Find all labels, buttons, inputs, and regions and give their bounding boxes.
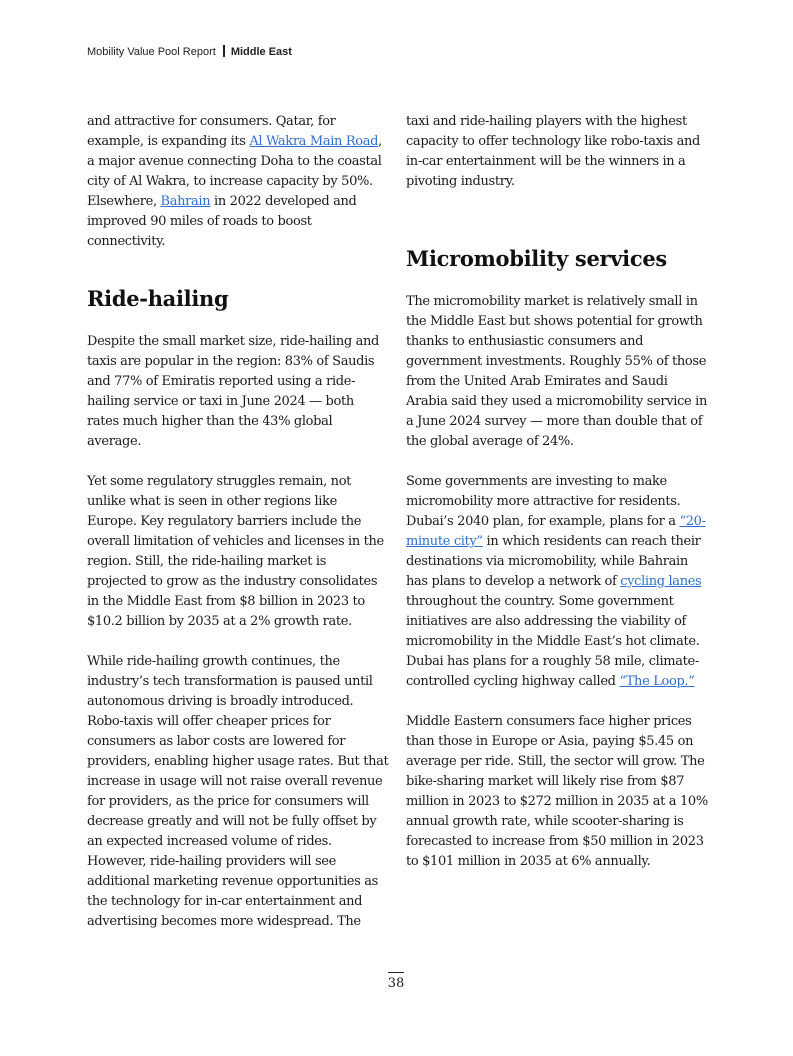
report-title: Mobility Value Pool Report [87, 46, 216, 58]
right-paragraph-1: The micromobility market is relatively small in the Middle East but shows potential for growth thanks to enthusiastic consumers and government investments. Roughly 55% of those from the United Arab Emirates and Saudi Arabia said they used a micromobility service in a June 2024 survey — more than double that of the global average of 24%. [406, 294, 707, 449]
bahrain-link[interactable]: Bahrain [160, 194, 211, 209]
right-paragraph-2 [406, 472, 708, 692]
left-paragraph-3: While ride-hailing growth continues, the industry’s tech transformation is paused until autonomous driving is broadly introduced. Robo-taxis will offer cheaper prices for consumers as labor costs are lowered for providers, enabling higher usage rates. But that increase in usage will not raise overall revenue for providers, as the price for consumers will decrease greatly and will not be fully offset by an expected increased volume of rides. However, ride-hailing providers will see additional marketing revenue opportunities as the technology for in-car entertainment and advertising becomes more widespread. The [87, 654, 389, 929]
left-paragraph-0 [87, 112, 389, 252]
micromobility-heading: Micromobility services [406, 246, 667, 271]
page-number-rule [388, 972, 404, 973]
left-paragraph-1: Despite the small market size, ride-hailing and taxis are popular in the region: 83% of Saudis and 77% of Emiratis reported using a ride-hailing service or taxi in June 2024 — both rates much higher than the 43% global average. [87, 334, 379, 449]
report-region: Middle East [230, 46, 292, 58]
twenty-minute-city-link[interactable]: “20-minute city” [406, 514, 706, 549]
al-wakra-main-road-link[interactable]: Al Wakra Main Road [249, 134, 379, 149]
right-paragraph-3: Middle Eastern consumers face higher prices than those in Europe or Asia, paying $5.45 on average per ride. Still, the sector will grow. The bike-sharing market will likely rise from $87 million in 2023 to $272 million in 2035 at a 10% annual growth rate, while scooter-sharing is forecasted to increase from $50 million in 2023 to $101 million in 2035 at 6% annually. [406, 714, 708, 869]
text-run: in which residents can reach their destinations via micromobility, while Bahrain has plans to develop a network of [406, 534, 701, 589]
text-run: in 2022 developed and improved 90 miles of roads to boost connectivity. [87, 194, 357, 249]
cycling-lanes-link[interactable]: cycling lanes [620, 574, 702, 589]
text-run: , a major avenue connecting Doha to the coastal city of Al Wakra, to increase capacity by 50%. Elsewhere, [87, 134, 382, 209]
right-column-intro [406, 112, 708, 192]
text-run: and attractive for consumers. Qatar, for example, is expanding its [87, 114, 336, 149]
page-header [87, 45, 292, 58]
right-column-body [406, 292, 708, 872]
left-column-intro [87, 112, 389, 252]
page-number [383, 972, 409, 991]
left-column-body [87, 332, 389, 932]
text-run: Some governments are investing to make micromobility more attractive for residents. Dubai’s 2040 plan, for example, plans for a [406, 474, 681, 529]
page-number-text: 38 [387, 976, 405, 991]
right-paragraph-0: taxi and ride-hailing players with the highest capacity to offer technology like robo-taxis and in-car entertainment will be the winners in a pivoting industry. [406, 114, 700, 189]
ride-hailing-heading: Ride-hailing [87, 286, 229, 311]
the-loop-link[interactable]: “The Loop.” [619, 674, 695, 689]
header-separator [223, 45, 225, 57]
text-run: throughout the country. Some government initiatives are also addressing the viability of micromobility in the Middle East’s hot climate. Dubai has plans for a roughly 58 mile, climate-controlled cycling highway called [406, 594, 700, 689]
left-paragraph-2: Yet some regulatory struggles remain, not unlike what is seen in other regions like Europe. Key regulatory barriers include the overall limitation of vehicles and licenses in the region. Still, the ride-hailing market is projected to grow as the industry consolidates in the Middle East from $8 billion in 2023 to $10.2 billion by 2035 at a 2% growth rate. [87, 474, 384, 629]
